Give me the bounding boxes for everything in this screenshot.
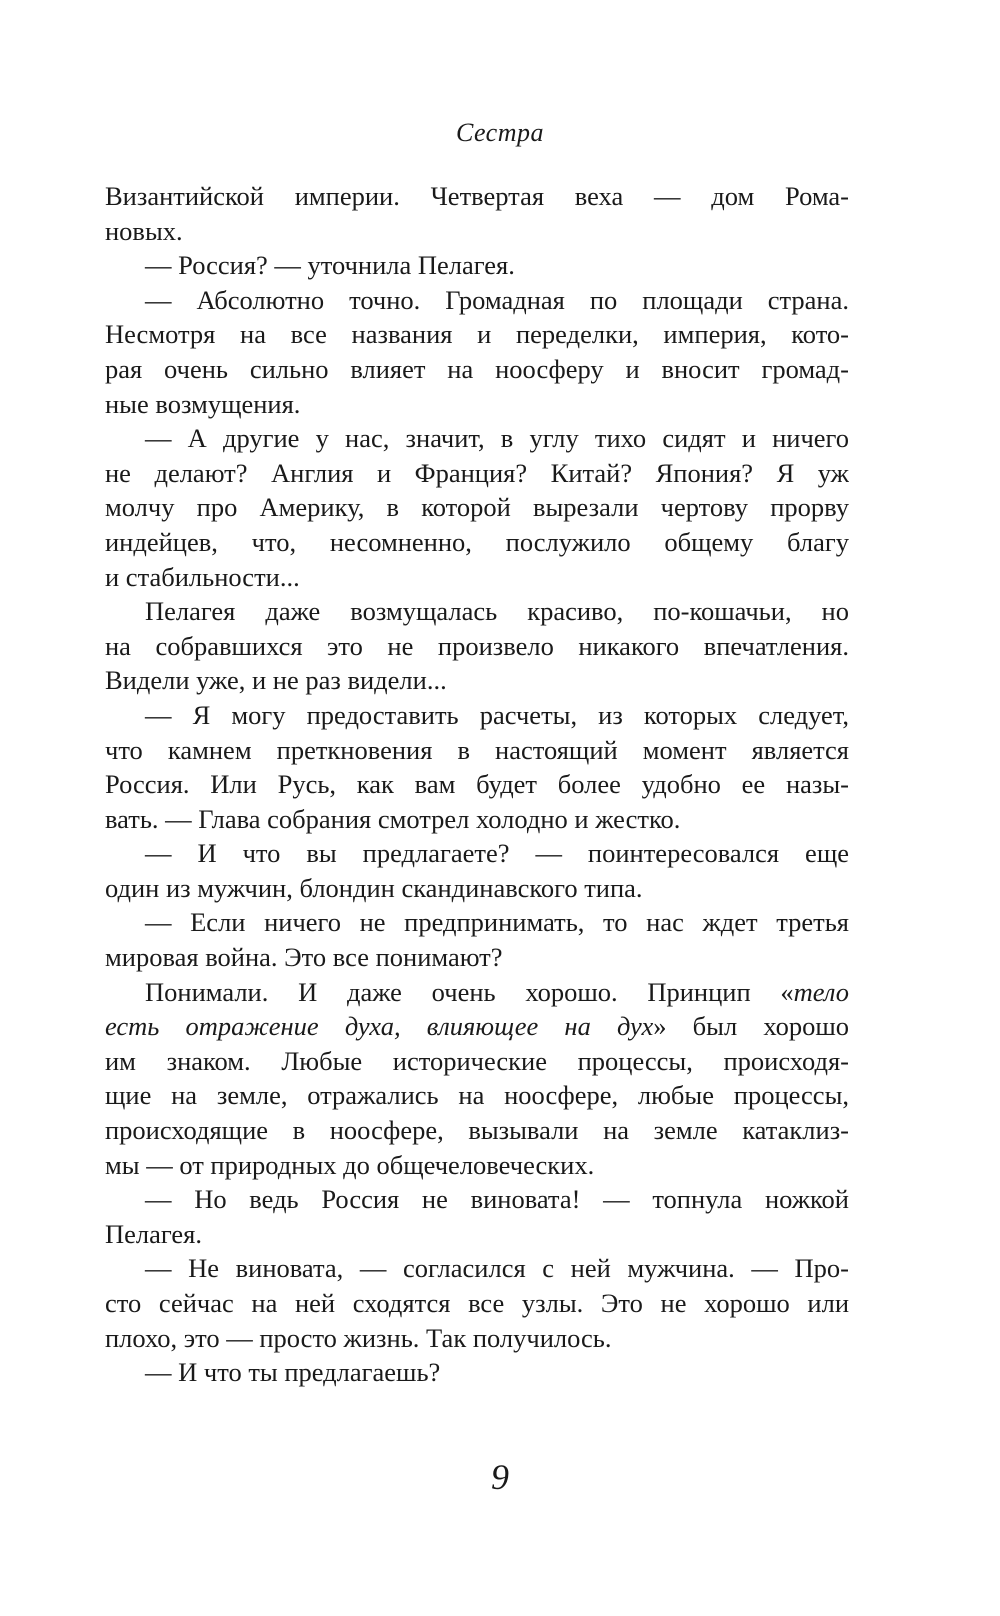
page-number: 9 [491,1457,509,1497]
text-line: один из мужчин, блондин скандинавского типа. [105,872,643,903]
text-line: происходящие в ноосфере, вызывали на земле катаклиз- [105,1115,849,1146]
text-line: сто сейчас на ней сходятся все узлы. Это не хорошо или [105,1288,849,1318]
text-line: Несмотря на все названия и переделки, империя, кото- [105,319,849,350]
text-line: Византийской империи. Четвертая веха — дом Рома- [105,181,849,211]
text-line: — Не виновата, — согласился с ней мужчина. — Про- [145,1253,849,1284]
text-line: плохо, это — просто жизнь. Так получилось. [105,1322,612,1353]
text-line: и стабильности... [105,561,300,592]
body-text [105,179,849,1390]
text-line: — Абсолютно точно. Громадная по площади страна. [145,284,849,315]
text-line: не делают? Англия и Франция? Китай? Япония? Я уж [105,457,849,488]
text-line: индейцев, что, несомненно, послужило общему благу [105,526,849,557]
italic-quote: есть отражение духа, влияющее на дух [105,1011,654,1042]
text-line: на собравшихся это не произвело никакого впечатления. [105,630,849,661]
text-line: — Но ведь Россия не виновата! — топнула ножкой [145,1184,849,1215]
text-line: Пелагея. [105,1218,202,1249]
text-line: — А другие у нас, значит, в углу тихо сидят и ничего [145,423,849,454]
text-line: молчу про Америку, в которой вырезали чертову прорву [105,492,849,523]
text-run: » был хорошо [653,1011,849,1042]
text-line: — Я могу предоставить расчеты, из которых следует, [145,699,849,730]
text-line: Пелагея даже возмущалась красиво, по-кошачьи, но [145,596,849,627]
text-line: что камнем преткновения в настоящий момент является [105,734,849,765]
text-line: Видели уже, и не раз видели... [105,665,447,696]
text-line: рая очень сильно влияет на ноосферу и вносит громад- [105,353,849,384]
text-line: ные возмущения. [105,388,301,419]
text-line: — И что вы предлагаете? — поинтересовался еще [145,838,849,869]
text-line: — Если ничего не предпринимать, то нас ждет третья [145,907,849,938]
text-line: — Россия? — уточнила Пелагея. [145,250,515,281]
text-line: им знаком. Любые исторические процессы, происходя- [105,1045,849,1076]
text-line: мировая война. Это все понимают? [105,942,503,973]
text-line [105,975,849,1010]
text-line: новых. [105,215,183,246]
text-line [105,1009,849,1044]
text-line: вать. — Глава собрания смотрел холодно и жестко. [105,803,681,834]
italic-quote: тело [793,976,849,1007]
running-head: Сестра [455,118,545,147]
text-line: мы — от природных до общечеловеческих. [105,1149,595,1180]
text-line: Россия. Или Русь, как вам будет более удобно ее назы- [105,769,849,800]
text-line: щие на земле, отражались на ноосфере, любые процессы, [105,1080,849,1111]
text-line: — И что ты предлагаешь? [145,1357,441,1388]
text-run: Понимали. И даже очень хорошо. Принцип « [145,976,794,1007]
